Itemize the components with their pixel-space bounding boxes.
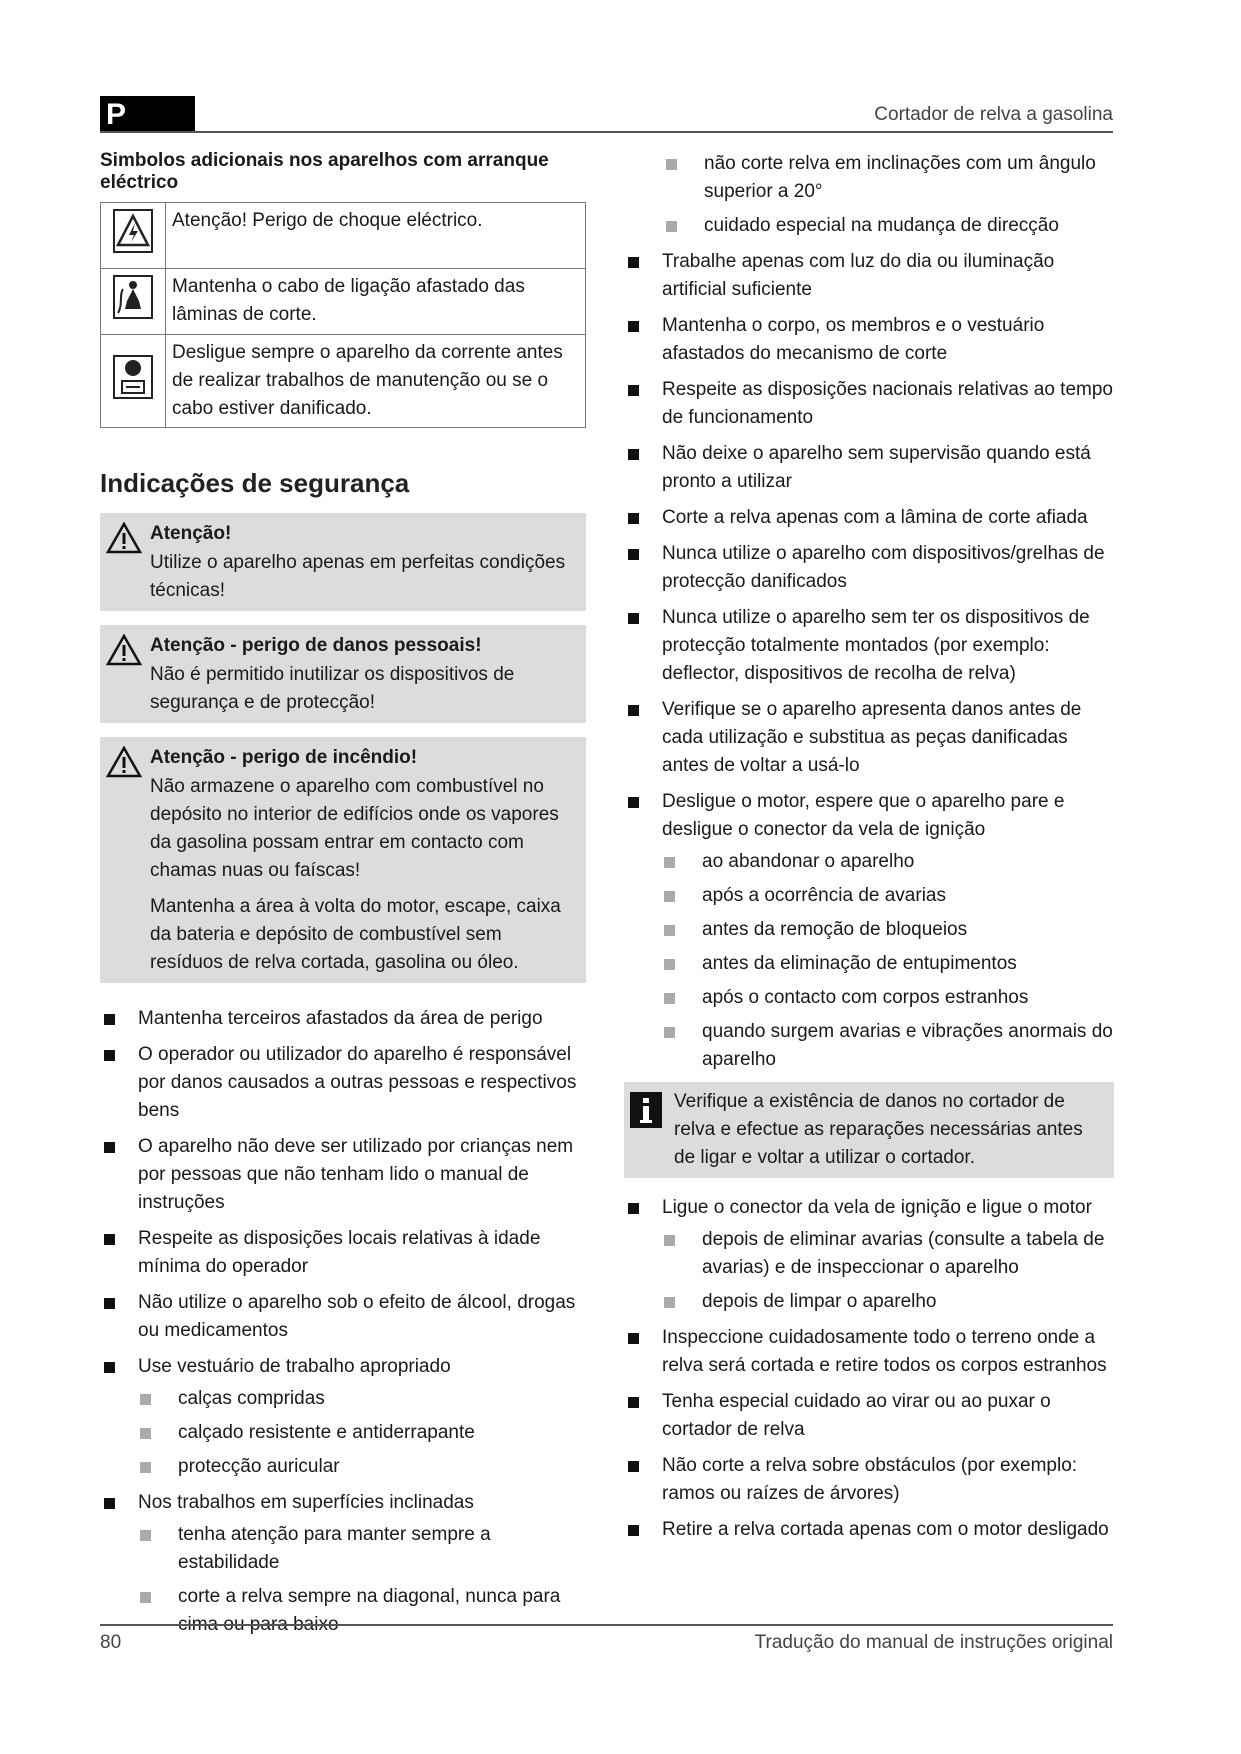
symbol-row [101,269,586,335]
warning-title: Atenção! [150,523,232,544]
list-item: Tenha especial cuidado ao virar ou ao puxar o cortador de relva [624,1388,1114,1444]
left-column [100,150,586,1647]
list-item: Nunca utilize o aparelho com dispositivos/grelhas de protecção danificados [624,540,1114,596]
sub-list [662,848,1114,1074]
symbol-text: Mantenha o cabo de ligação afastado das lâminas de corte. [166,269,586,335]
warning-body: Não é permitido inutilizar os dispositivos de segurança e de protecção! [150,664,515,713]
warning-box [100,625,586,723]
sub-list-item: não corte relva em inclinações com um ângulo superior a 20° [664,150,1114,206]
sub-list-item: ao abandonar o aparelho [662,848,1114,876]
sub-list-item: após o contacto com corpos estranhos [662,984,1114,1012]
left-bullet-list [100,1005,586,1639]
list-item: Nunca utilize o aparelho sem ter os dispositivos de protecção totalmente montados (por exemplo: deflector, dispositivos de recolha de relva) [624,604,1114,688]
list-item: Corte a relva apenas com a lâmina de corte afiada [624,504,1114,532]
warning-body: Não armazene o aparelho com combustível no depósito no interior de edifícios onde os vapores da gasolina possam entrar em contacto com chamas nuas ou faíscas! [150,776,559,881]
warning-box [100,513,586,611]
sub-list-item: tenha atenção para manter sempre a estabilidade [138,1521,586,1577]
list-item: Não utilize o aparelho sob o efeito de álcool, drogas ou medicamentos [100,1289,586,1345]
header-rule [100,131,1113,133]
symbol-text: Atenção! Perigo de choque eléctrico. [166,203,586,269]
sub-list-item: antes da eliminação de entupimentos [662,950,1114,978]
warning-icon [106,633,142,667]
right-bullet-list-2 [624,1194,1114,1544]
sub-list-item: calçado resistente e antiderrapante [138,1419,586,1447]
info-text: Verifique a existência de danos no cortador de relva e efectue as reparações necessárias antes de ligar e voltar a utilizar o cortador. [674,1091,1083,1168]
footer-text: Tradução do manual de instruções original [754,1632,1113,1653]
symbol-row [101,335,586,428]
list-item-text: Use vestuário de trabalho apropriado [138,1356,451,1377]
right-bullet-list [624,248,1114,1074]
info-box [624,1082,1114,1178]
list-item: O aparelho não deve ser utilizado por crianças nem por pessoas que não tenham lido o manual de instruções [100,1133,586,1217]
list-item [100,1353,586,1481]
warning-box [100,737,586,983]
list-item: Retire a relva cortada apenas com o motor desligado [624,1516,1114,1544]
list-item-text: Desligue o motor, espere que o aparelho pare e desligue o conector da vela de ignição [662,791,1065,840]
continued-sub-list [664,150,1114,240]
symbol-text: Desligue sempre o aparelho da corrente antes de realizar trabalhos de manutenção ou se o cabo estiver danificado. [166,335,586,428]
list-item-text: Ligue o conector da vela de ignição e ligue o motor [662,1197,1092,1218]
sub-list-item: quando surgem avarias e vibrações anormais do aparelho [662,1018,1114,1074]
sub-list-item: depois de eliminar avarias (consulte a tabela de avarias) e de inspeccionar o aparelho [662,1226,1114,1282]
list-item [100,1489,586,1639]
list-item [624,788,1114,1074]
sub-list-item: corte a relva sempre na diagonal, nunca para cima ou para baixo [138,1583,586,1639]
sub-list [662,1226,1114,1316]
list-item: Verifique se o aparelho apresenta danos antes de cada utilização e substitua as peças danificadas antes de voltar a usá-lo [624,696,1114,780]
sub-list [138,1385,586,1481]
sub-list-item: cuidado especial na mudança de direcção [664,212,1114,240]
unplug-icon [113,355,153,399]
list-item: Respeite as disposições locais relativas à idade mínima do operador [100,1225,586,1281]
warning-body: Utilize o aparelho apenas em perfeitas condições técnicas! [150,552,566,601]
sub-list-item: calças compridas [138,1385,586,1413]
sub-list [138,1521,586,1639]
language-badge: P [100,96,195,133]
list-item: Respeite as disposições nacionais relativas ao tempo de funcionamento [624,376,1114,432]
symbols-table [100,202,586,428]
list-item: O operador ou utilizador do aparelho é responsável por danos causados a outras pessoas e respectivos bens [100,1041,586,1125]
sub-list-item: antes da remoção de bloqueios [662,916,1114,944]
symbols-heading: Simbolos adicionais nos aparelhos com arranque eléctrico [100,150,549,193]
list-item: Não corte a relva sobre obstáculos (por exemplo: ramos ou raízes de árvores) [624,1452,1114,1508]
list-item: Não deixe o aparelho sem supervisão quando está pronto a utilizar [624,440,1114,496]
cable-blade-icon [113,275,153,319]
warning-body: Mantenha a área à volta do motor, escape, caixa da bateria e depósito de combustível sem resíduos de relva cortada, gasolina ou óleo. [150,896,561,973]
info-icon [630,1092,662,1128]
footer-rule [100,1624,1113,1626]
list-item: Inspeccione cuidadosamente todo o terreno onde a relva será cortada e retire todos os corpos estranhos [624,1324,1114,1380]
header-title: Cortador de relva a gasolina [874,104,1113,125]
warning-icon [106,521,142,555]
right-column [624,150,1114,1552]
warning-icon [106,745,142,779]
warning-title: Atenção - perigo de incêndio! [150,747,418,768]
sub-list-item: após a ocorrência de avarias [662,882,1114,910]
list-item: Mantenha o corpo, os membros e o vestuário afastados do mecanismo de corte [624,312,1114,368]
page-number: 80 [100,1632,122,1653]
safety-title: Indicações de segurança [100,468,410,498]
list-item: Mantenha terceiros afastados da área de perigo [100,1005,586,1033]
list-item-text: Nos trabalhos em superfícies inclinadas [138,1492,474,1513]
symbol-row [101,203,586,269]
electric-shock-icon [113,209,153,253]
warning-title: Atenção - perigo de danos pessoais! [150,635,482,656]
list-item [624,1194,1114,1316]
sub-list-item: protecção auricular [138,1453,586,1481]
list-item: Trabalhe apenas com luz do dia ou iluminação artificial suficiente [624,248,1114,304]
sub-list-item: depois de limpar o aparelho [662,1288,1114,1316]
